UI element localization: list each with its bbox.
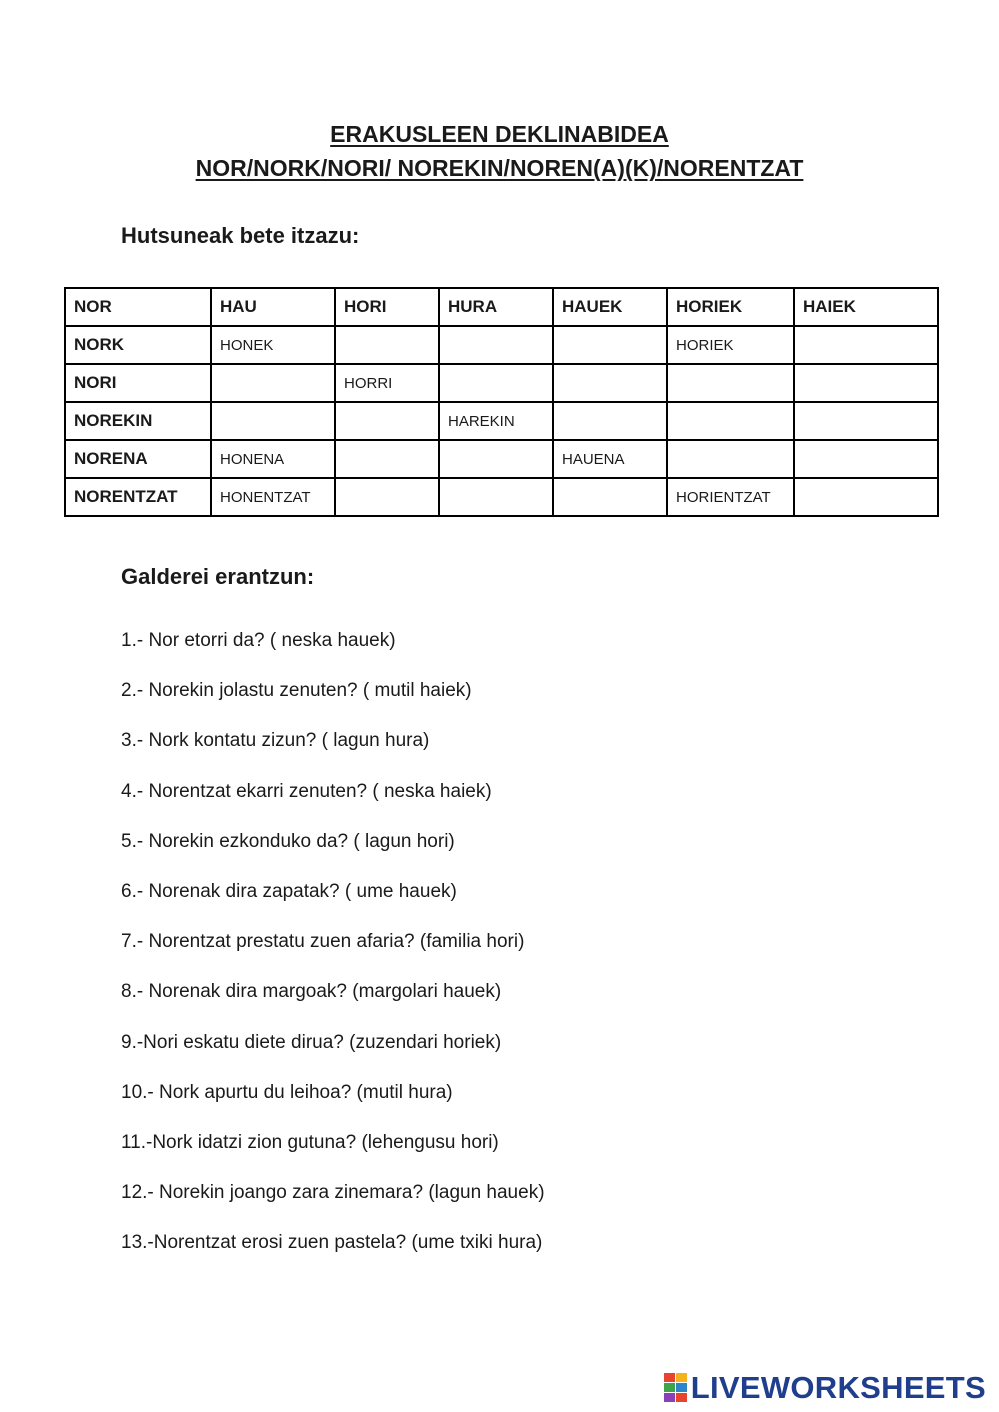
question-item: 3.- Nork kontatu zizun? ( lagun hura) [121,730,430,752]
answer-cell[interactable] [667,402,794,440]
answer-cell[interactable] [439,440,553,478]
question-item: 2.- Norekin jolastu zenuten? ( mutil haiek) [121,680,472,702]
table-row [65,478,938,516]
answer-section-heading: Galderei erantzun: [121,564,315,589]
answer-cell[interactable] [794,440,938,478]
table-row [65,402,938,440]
question-item: 12.- Norekin joango zara zinemara? (lagun hauek) [121,1182,545,1204]
answer-cell[interactable]: HORRI [335,364,439,402]
answer-cell[interactable] [211,364,335,402]
answer-cell[interactable] [794,402,938,440]
table-row [65,326,938,364]
answer-cell[interactable]: HAUENA [553,440,667,478]
answer-cell[interactable] [439,326,553,364]
answer-cell[interactable] [211,402,335,440]
answer-cell[interactable] [794,478,938,516]
header-cell: HAU [211,288,335,326]
header-cell: HURA [439,288,553,326]
question-item: 6.- Norenak dira zapatak? ( ume hauek) [121,880,457,902]
question-item: 7.- Norentzat prestatu zuen afaria? (familia hori) [121,931,525,953]
answer-cell[interactable] [794,326,938,364]
answer-cell[interactable] [335,402,439,440]
liveworksheets-brand[interactable] [664,1370,986,1406]
worksheet-title: ERAKUSLEEN DEKLINABIDEA [330,121,669,147]
answer-cell[interactable] [553,478,667,516]
row-case-label: NOREKIN [65,402,211,440]
table-row [65,364,938,402]
fill-section-heading: Hutsuneak bete itzazu: [121,223,360,248]
header-cell: NOR [65,288,211,326]
header-cell: HORIEK [667,288,794,326]
answer-cell[interactable] [335,440,439,478]
answer-cell[interactable]: HAREKIN [439,402,553,440]
answer-cell[interactable] [667,364,794,402]
header-cell: HAIEK [794,288,938,326]
brand-name: LIVEWORKSHEETS [690,1370,986,1405]
header-cell: HAUEK [553,288,667,326]
question-list [121,627,545,1279]
question-item: 13.-Norentzat erosi zuen pastela? (ume txiki hura) [121,1232,543,1254]
question-item: 4.- Norentzat ekarri zenuten? ( neska haiek) [121,780,492,802]
answer-cell[interactable]: HORIENTZAT [667,478,794,516]
answer-cell[interactable]: HORIEK [667,326,794,364]
question-item: 10.- Nork apurtu du leihoa? (mutil hura) [121,1081,453,1103]
worksheet-subtitle: NOR/NORK/NORI/ NOREKIN/NOREN(A)(K)/NORENTZAT [195,155,804,181]
declension-table [64,287,939,517]
liveworksheets-logo-icon [664,1373,688,1403]
table-header-row [65,288,938,326]
answer-cell[interactable]: HONENA [211,440,335,478]
table-row [65,440,938,478]
answer-cell[interactable] [439,364,553,402]
row-case-label: NORENA [65,440,211,478]
answer-cell[interactable] [553,402,667,440]
answer-cell[interactable] [794,364,938,402]
row-case-label: NORI [65,364,211,402]
answer-cell[interactable] [553,364,667,402]
row-case-label: NORK [65,326,211,364]
answer-cell[interactable]: HONEK [211,326,335,364]
question-item: 11.-Nork idatzi zion gutuna? (lehengusu hori) [121,1131,499,1153]
question-item: 5.- Norekin ezkonduko da? ( lagun hori) [121,830,455,852]
answer-cell[interactable] [439,478,553,516]
question-item: 9.-Nori eskatu diete dirua? (zuzendari horiek) [121,1031,502,1053]
answer-cell[interactable] [667,440,794,478]
answer-cell[interactable] [335,478,439,516]
row-case-label: NORENTZAT [65,478,211,516]
answer-cell[interactable] [553,326,667,364]
header-cell: HORI [335,288,439,326]
answer-cell[interactable]: HONENTZAT [211,478,335,516]
answer-cell[interactable] [335,326,439,364]
question-item: 8.- Norenak dira margoak? (margolari hauek) [121,981,502,1003]
question-item: 1.- Nor etorri da? ( neska hauek) [121,630,396,651]
